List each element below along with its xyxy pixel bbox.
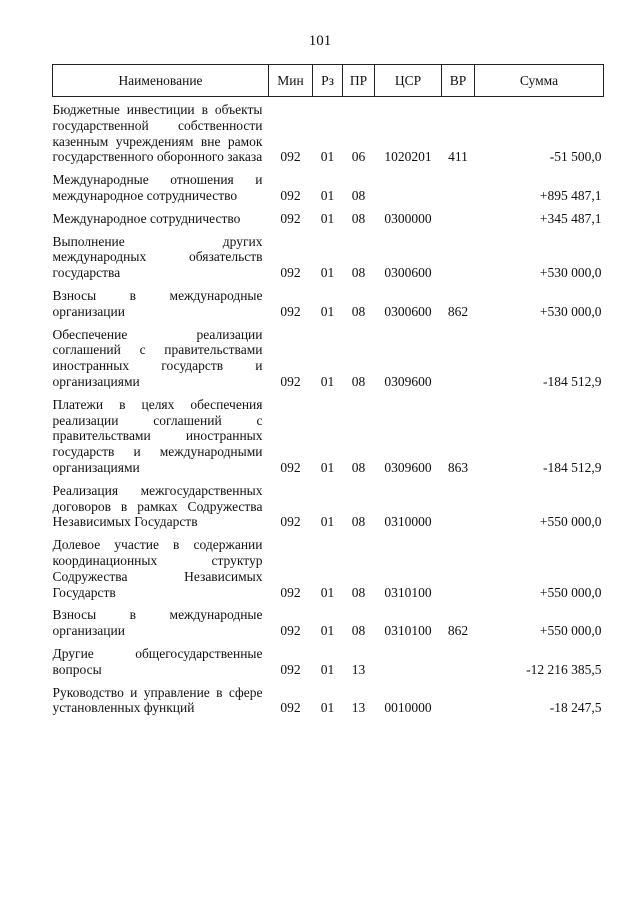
table-row: [53, 97, 604, 166]
row-pr: 08: [351, 210, 366, 226]
row-pr: 08: [351, 459, 366, 475]
budget-table: [52, 64, 604, 716]
row-pr: 08: [351, 623, 366, 639]
row-sum: +550 000,0: [539, 623, 602, 639]
row-sum: +530 000,0: [539, 303, 602, 319]
header-rz: Рз: [313, 65, 343, 97]
row-pr: 06: [351, 149, 366, 165]
row-min: 092: [280, 149, 301, 165]
header-name: Наименование: [53, 65, 269, 97]
table-row: [53, 600, 604, 639]
row-min: 092: [280, 373, 301, 389]
table-row: [53, 204, 604, 227]
row-rz: 01: [320, 514, 335, 530]
row-vr: 862: [447, 623, 469, 639]
header-csr: ЦСР: [375, 65, 442, 97]
row-name: Бюджетные инвестиции в объекты государственной собственности казенным учреждениям вне рамок государственного оборонного заказа: [52, 102, 263, 165]
row-pr: 08: [351, 187, 366, 203]
row-rz: 01: [320, 584, 335, 600]
row-vr: [442, 320, 475, 390]
row-vr: 862: [447, 303, 469, 319]
row-vr: 411: [448, 149, 468, 165]
row-pr: 08: [351, 303, 366, 319]
row-min: 092: [280, 210, 301, 226]
table-row: [53, 390, 604, 476]
row-rz: 01: [320, 459, 335, 475]
row-sum: +895 487,1: [539, 187, 602, 203]
row-name: Взносы в международные организации: [52, 607, 263, 639]
row-name: Платежи в целях обеспечения реализации соглашений с правительствами иностранных государств и международными организациями: [52, 396, 263, 475]
table-row: [53, 639, 604, 678]
row-name: Долевое участие в содержании координационных структур Содружества Независимых Государств: [52, 537, 263, 600]
row-sum: -184 512,9: [543, 459, 602, 475]
row-pr: 08: [351, 265, 366, 281]
row-name: Международные отношения и международное сотрудничество: [52, 172, 263, 203]
row-rz: 01: [320, 187, 335, 203]
table-header-row: [53, 65, 604, 97]
row-sum: +345 487,1: [539, 210, 602, 226]
row-min: 092: [280, 514, 301, 530]
row-csr: 0310100: [384, 584, 432, 600]
header-pr: ПР: [343, 65, 375, 97]
row-vr: [442, 227, 475, 281]
row-name: Взносы в международные организации: [52, 287, 263, 319]
row-pr: 13: [351, 661, 366, 677]
table-row: [53, 320, 604, 390]
row-csr: 1020201: [384, 149, 432, 165]
row-name: Другие общегосударственные вопросы: [52, 645, 263, 677]
row-rz: 01: [320, 623, 335, 639]
row-csr: 0010000: [384, 700, 432, 716]
table-row: [53, 281, 604, 320]
row-rz: 01: [320, 373, 335, 389]
row-pr: 13: [351, 700, 366, 716]
row-min: 092: [280, 623, 301, 639]
row-min: 092: [280, 661, 301, 677]
row-rz: 01: [320, 303, 335, 319]
row-vr: [442, 678, 475, 717]
row-sum: -18 247,5: [549, 700, 602, 716]
table-row: [53, 678, 604, 717]
row-csr: 0310000: [384, 514, 432, 530]
row-min: 092: [280, 303, 301, 319]
row-name: Руководство и управление в сфере установленных функций: [52, 684, 263, 716]
header-sum: Сумма: [475, 65, 604, 97]
row-min: 092: [280, 459, 301, 475]
table-row: [53, 165, 604, 204]
row-sum: +550 000,0: [539, 584, 602, 600]
row-csr: 0309600: [384, 373, 432, 389]
row-csr: 0300600: [384, 303, 432, 319]
row-sum: -184 512,9: [543, 373, 602, 389]
row-csr: [375, 639, 442, 678]
row-sum: -51 500,0: [549, 149, 602, 165]
row-pr: 08: [351, 514, 366, 530]
header-vr: ВР: [442, 65, 475, 97]
row-vr: [442, 530, 475, 600]
row-name: Обеспечение реализации соглашений с правительствами иностранных государств и организациями: [52, 326, 263, 389]
row-vr: [442, 204, 475, 227]
table-row: [53, 476, 604, 530]
row-name: Международное сотрудничество: [52, 210, 241, 226]
table-row: [53, 530, 604, 600]
row-min: 092: [280, 584, 301, 600]
row-rz: 01: [320, 700, 335, 716]
row-sum: +530 000,0: [539, 265, 602, 281]
row-sum: +550 000,0: [539, 514, 602, 530]
row-csr: 0310100: [384, 623, 432, 639]
row-rz: 01: [320, 149, 335, 165]
row-name: Выполнение других международных обязательств государства: [52, 233, 263, 281]
row-vr: [442, 165, 475, 204]
row-pr: 08: [351, 373, 366, 389]
row-csr: [375, 165, 442, 204]
table-row: [53, 227, 604, 281]
row-vr: [442, 476, 475, 530]
row-rz: 01: [320, 265, 335, 281]
row-rz: 01: [320, 210, 335, 226]
row-csr: 0300600: [384, 265, 432, 281]
row-pr: 08: [351, 584, 366, 600]
row-csr: 0300000: [384, 210, 432, 226]
row-vr: [442, 639, 475, 678]
row-min: 092: [280, 187, 301, 203]
row-min: 092: [280, 700, 301, 716]
row-vr: 863: [447, 459, 469, 475]
row-csr: 0309600: [384, 459, 432, 475]
row-min: 092: [280, 265, 301, 281]
row-sum: -12 216 385,5: [526, 661, 602, 677]
page-number: 101: [308, 33, 332, 49]
header-min: Мин: [269, 65, 313, 97]
row-name: Реализация межгосударственных договоров в рамках Содружества Независимых Государств: [52, 482, 263, 530]
row-rz: 01: [320, 661, 335, 677]
